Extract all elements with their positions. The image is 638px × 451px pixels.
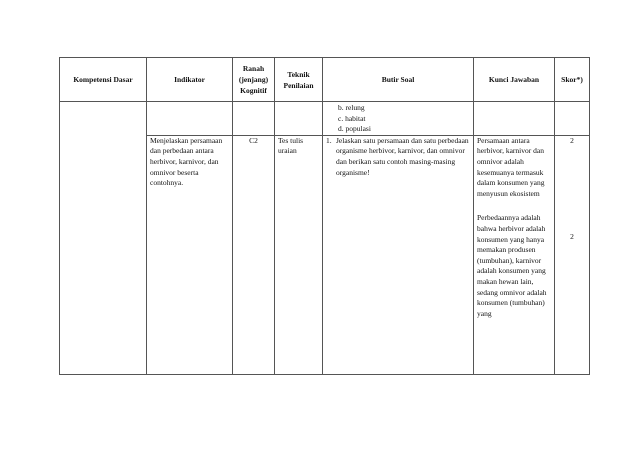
header-ranah bbox=[233, 58, 275, 102]
cell-indikator: Menjelaskan persamaan dan perbedaan antara herbivor, karnivor, dan omnivor beserta contohnya. bbox=[147, 135, 233, 374]
header-butir-soal: Butir Soal bbox=[323, 58, 474, 102]
header-teknik-line-2: Penilaian bbox=[283, 80, 314, 90]
table-body bbox=[60, 102, 590, 375]
header-row bbox=[60, 58, 590, 102]
option-c: c. habitat bbox=[338, 113, 366, 123]
cell-butir-soal bbox=[323, 135, 474, 374]
assessment-sheet bbox=[59, 57, 589, 375]
header-indikator: Indikator bbox=[147, 58, 233, 102]
cell-empty-indikator bbox=[147, 102, 233, 136]
option-d: d. populasi bbox=[338, 124, 371, 134]
cell-kunci-jawaban bbox=[474, 135, 555, 374]
cell-skor bbox=[555, 135, 590, 374]
header-kompetensi-dasar: Kompetensi Dasar bbox=[60, 58, 147, 102]
skor-value-2: 2 bbox=[570, 232, 574, 242]
cell-empty-teknik bbox=[275, 102, 323, 136]
options-row bbox=[60, 102, 590, 136]
cell-empty-skor bbox=[555, 102, 590, 136]
question-text: Jelaskan satu persamaan dan satu perbedaan organisme herbivor, karnivor, dan omnivor dan berikan satu contoh masing-masing organisme! bbox=[336, 135, 469, 177]
header-ranah-line-3: Kognitif bbox=[240, 86, 267, 95]
kunci-spacer bbox=[477, 199, 551, 213]
kunci-answer-2: Perbedaannya adalah bahwa herbivor adalah konsumen yang hanya memakan produsen (tumbuhan), karnivor adalah konsumen yang makan hewan lain, sedang omnivor adalah konsumen (tumbuhan) yang bbox=[477, 213, 547, 318]
header-kunci-jawaban: Kunci Jawaban bbox=[474, 58, 555, 102]
header-skor: Skor*) bbox=[555, 58, 590, 102]
header-teknik-line-1: Teknik bbox=[287, 69, 310, 79]
header-ranah-line-1: Ranah bbox=[242, 64, 265, 73]
cell-options bbox=[323, 102, 474, 136]
assessment-table bbox=[59, 57, 590, 375]
header-teknik bbox=[275, 58, 323, 102]
cell-kompetensi-dasar bbox=[60, 102, 147, 375]
option-list bbox=[326, 103, 470, 135]
skor-spacer bbox=[558, 146, 586, 232]
question-item bbox=[326, 136, 470, 178]
skor-value-1: 2 bbox=[570, 135, 574, 145]
option-b: b. relung bbox=[338, 103, 365, 112]
cell-teknik: Tes tulis uraian bbox=[275, 135, 323, 374]
question-number: 1. bbox=[326, 135, 332, 145]
cell-ranah: C2 bbox=[233, 135, 275, 374]
cell-empty-kunci bbox=[474, 102, 555, 136]
table-header bbox=[60, 58, 590, 102]
kunci-answer-1: Persamaan antara herbivor, karnivor dan omnivor adalah kesemuanya termasuk dalam konsumen yang menyusun ekosistem bbox=[477, 135, 545, 198]
cell-empty-ranah bbox=[233, 102, 275, 136]
header-ranah-line-2: (jenjang) bbox=[238, 75, 269, 84]
